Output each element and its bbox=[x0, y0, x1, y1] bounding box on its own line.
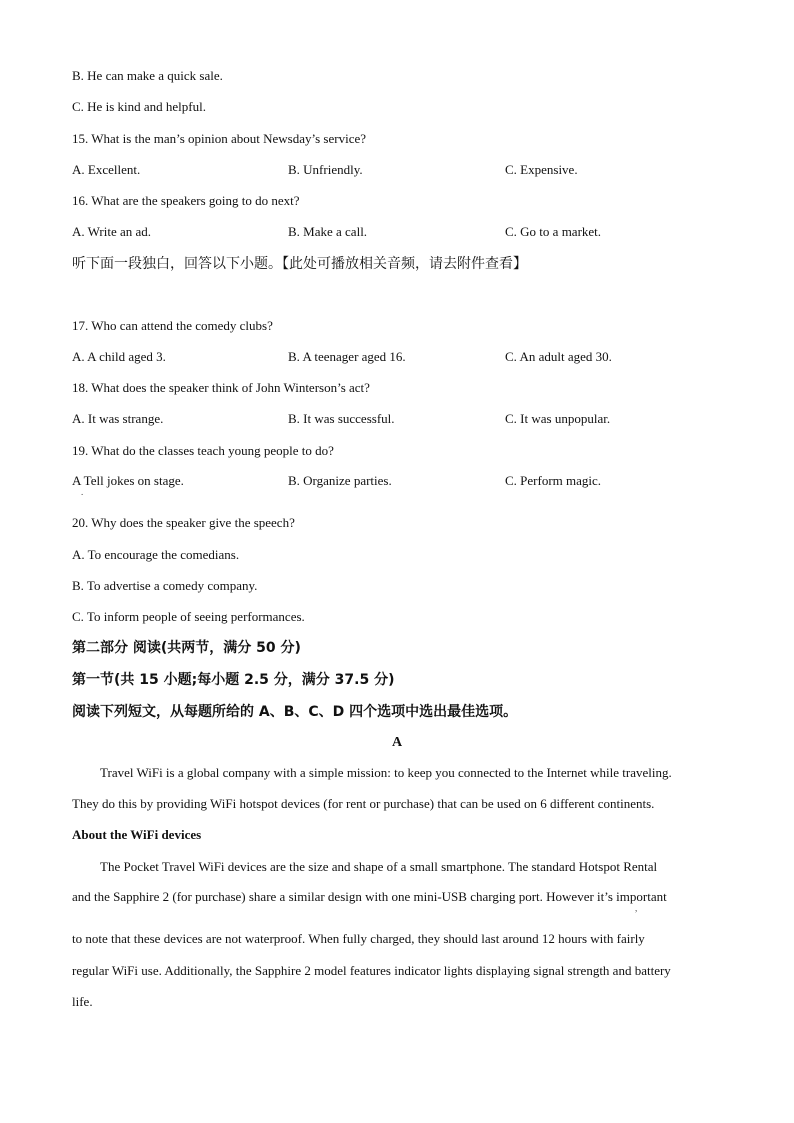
reading-instruction: 阅读下列短文，从每题所给的 A、B、C、D 四个选项中选出最佳选项。 bbox=[72, 704, 518, 720]
q20-option-c: C. To inform people of seeing performances. bbox=[72, 609, 305, 624]
para2-line1: The Pocket Travel WiFi devices are the size and shape of a small smartphone. The standard Hotspot Rental bbox=[100, 859, 658, 874]
part-two-title: 第二部分 阅读(共两节，满分 50 分) bbox=[72, 640, 301, 656]
passage-label: A bbox=[391, 735, 403, 750]
q16-question: 16. What are the speakers going to do next? bbox=[72, 193, 300, 208]
section-one-title: 第一节(共 15 小题;每小题 2.5 分，满分 37.5 分) bbox=[72, 672, 395, 688]
q16-option-b: B. Make a call. bbox=[288, 224, 368, 239]
q18-option-a: A. It was strange. bbox=[72, 411, 164, 426]
para1-line1: Travel WiFi is a global company with a simple mission: to keep you connected to the Internet while traveling. bbox=[100, 765, 672, 780]
q17-option-c: C. An adult aged 30. bbox=[505, 349, 612, 364]
q18-question: 18. What does the speaker think of John Winterson’s act? bbox=[72, 380, 370, 395]
q19-question: 19. What do the classes teach young people to do? bbox=[72, 443, 334, 458]
para1-line2: They do this by providing WiFi hotspot devices (for rent or purchase) that can be used on 6 different continents. bbox=[72, 796, 655, 811]
q15-option-b: B. Unfriendly. bbox=[288, 162, 363, 177]
monologue-instruction: 听下面一段独白，回答以下小题。【此处可播放相关音频，请去附件查看】 bbox=[72, 256, 527, 272]
q17-option-a: A. A child aged 3. bbox=[72, 349, 166, 364]
q19-option-a: A Tell jokes on stage. bbox=[72, 473, 184, 488]
stray-comma-mark: , bbox=[635, 903, 638, 913]
q20-option-a: A. To encourage the comedians. bbox=[72, 547, 240, 562]
q15-option-a: A. Excellent. bbox=[72, 162, 141, 177]
q19-option-b: B. Organize parties. bbox=[288, 473, 392, 488]
para2-line2: and the Sapphire 2 (for purchase) share a similar design with one mini-USB charging port. However it’s important bbox=[72, 889, 667, 904]
q17-option-b: B. A teenager aged 16. bbox=[288, 349, 406, 364]
q14-option-c: C. He is kind and helpful. bbox=[72, 99, 206, 114]
q20-question: 20. Why does the speaker give the speech? bbox=[72, 515, 295, 530]
q17-question: 17. Who can attend the comedy clubs? bbox=[72, 318, 273, 333]
q16-option-c: C. Go to a market. bbox=[505, 224, 602, 239]
q16-option-a: A. Write an ad. bbox=[72, 224, 152, 239]
q20-option-b: B. To advertise a comedy company. bbox=[72, 578, 258, 593]
q18-option-b: B. It was successful. bbox=[288, 411, 395, 426]
q15-option-c: C. Expensive. bbox=[505, 162, 578, 177]
para2-line3: to note that these devices are not waterproof. When fully charged, they should last around 12 hours with fairly bbox=[72, 931, 645, 946]
q18-option-c: C. It was unpopular. bbox=[505, 411, 611, 426]
subheading: About the WiFi devices bbox=[72, 827, 202, 842]
q19-option-c: C. Perform magic. bbox=[505, 473, 602, 488]
para2-line4: regular WiFi use. Additionally, the Sapphire 2 model features indicator lights displaying signal strength and battery bbox=[72, 963, 671, 978]
para2-line5: life. bbox=[72, 994, 93, 1009]
stray-dot-mark: . bbox=[81, 487, 84, 497]
q14-option-b: B. He can make a quick sale. bbox=[72, 68, 223, 83]
q15-question: 15. What is the man’s opinion about Newsday’s service? bbox=[72, 131, 367, 146]
